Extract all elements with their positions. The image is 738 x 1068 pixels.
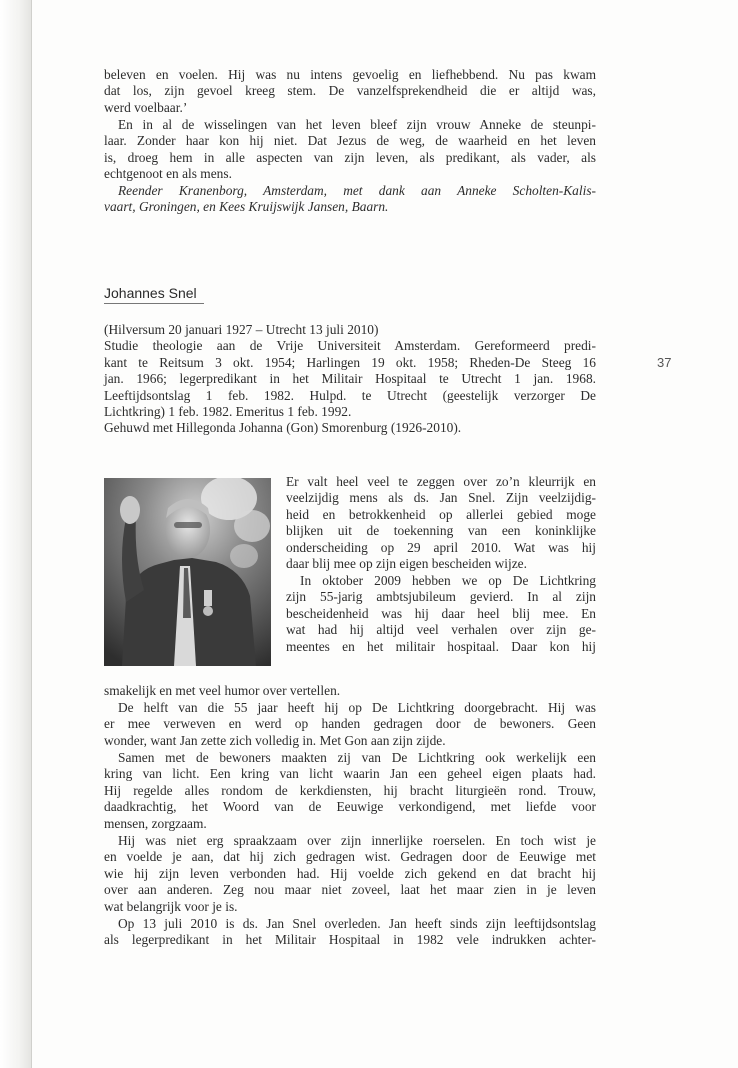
page-binding-edge (0, 0, 32, 1068)
text-line: Samen met de bewoners maakten zij van De Lichtkring ook werkelijk een (118, 750, 596, 765)
text-line: wat had hij altijd veel verhalen over zijn ge- (286, 622, 596, 638)
text-line: Er valt heel veel te zeggen over zo’n kleurrijk en (286, 474, 596, 489)
text-line: meentes en het militair hospitaal. Daar kon hij (286, 638, 596, 654)
text-line: werd voelbaar.’ (104, 99, 188, 115)
text-line: Lichtkring) 1 feb. 1982. Emeritus 1 feb. 1992. (104, 404, 352, 420)
text-line: Reender Kranenborg, Amsterdam, met dank aan Anneke Scholten-Kalis- (118, 183, 596, 198)
text-line: echtgenoot en als mens. (104, 166, 232, 182)
text-line: onderscheiding op 29 april 2010. Wat was hij (286, 539, 596, 555)
text-line: mensen, zorgzaam. (104, 815, 207, 831)
paragraph-continuation (104, 683, 596, 699)
text-line: laar. Zonder haar kon hij niet. Dat Jezus de weg, de waarheid en het leven (104, 133, 596, 149)
text-line: vaart, Groningen, en Kees Kruijswijk Jansen, Baarn. (104, 199, 389, 215)
text-line: In oktober 2009 hebben we op De Lichtkring (300, 573, 596, 588)
section-title-underline (104, 303, 204, 304)
text-line: veelzijdig mens als ds. Jan Snel. Zijn veelzijdig- (286, 490, 596, 506)
text-line: en voelde je aan, dat hij zich gedragen wist. Gedragen door de Eeuwige met (104, 849, 596, 865)
text-line: Studie theologie aan de Vrije Universiteit Amsterdam. Gereformeerd predi- (104, 338, 596, 354)
credits (104, 183, 596, 216)
text-line: Op 13 juli 2010 is ds. Jan Snel overleden. Jan heeft sinds zijn leeftijdsontslag (118, 916, 596, 931)
text-line: (Hilversum 20 januari 1927 – Utrecht 13 juli 2010) (104, 322, 379, 337)
page-binding-line (31, 0, 32, 1068)
text-line: kant te Reitsum 3 okt. 1954; Harlingen 19 okt. 1958; Rheden-De Steeg 16 (104, 354, 596, 370)
paragraph-samen (104, 750, 596, 832)
text-line: daar blij mee op zijn eigen bescheiden wijze. (286, 556, 527, 572)
text-line: heid en betrokkenheid op allerlei gebied moge (286, 506, 596, 522)
text-line: En in al de wisselingen van het leven bleef zijn vrouw Anneke de steunpi- (118, 117, 596, 132)
text-line: Hij was niet erg spraakzaam over zijn innerlijke roerselen. En toch wist je (118, 833, 596, 848)
paragraph-steunpilaar (104, 117, 596, 183)
section-title: Johannes Snel (104, 285, 197, 301)
intro-paragraph (104, 67, 596, 116)
text-line: kring van licht. Een kring van licht waarin Jan een geheel eigen plaats had. (104, 766, 596, 782)
text-line: De helft van die 55 jaar heeft hij op De Lichtkring doorgebracht. Hij was (118, 700, 596, 715)
text-line: bescheidenheid was hij daar heel blij mee. En (286, 605, 596, 621)
text-line: Hij regelde alles rondom de kerkdiensten, hij bracht liturgieën rond. Trouw, (104, 782, 596, 798)
paragraph-helft (104, 700, 596, 749)
text-line: is, droeg hem in alle aspecten van zijn leven, als predikant, als vader, als (104, 149, 596, 165)
paragraph-overleden (104, 916, 596, 949)
text-line: blijken uit de toekenning van een koninklijke (286, 523, 596, 539)
text-line: daadkrachtig, het Woord van de Eeuwige verkondigend, met liefde voor (104, 799, 596, 815)
text-beside-photo-1 (286, 474, 596, 572)
text-line: beleven en voelen. Hij was nu intens gevoelig en liefhebbend. Nu pas kwam (104, 67, 596, 82)
paragraph-spraakzaam (104, 833, 596, 915)
biography-block (104, 322, 596, 437)
text-line: dat los, zijn gevoel kreeg stem. De vanzelfsprekendheid die er altijd was, (104, 83, 596, 99)
text-line: Gehuwd met Hillegonda Johanna (Gon) Smorenburg (1926-2010). (104, 420, 462, 436)
text-beside-photo-2 (286, 573, 596, 655)
text-line: als legerpredikant in het Militair Hospitaal in 1982 vele indrukken achter- (104, 932, 596, 948)
text-line: wat belangrijk voor je is. (104, 898, 238, 914)
text-line: jan. 1966; legerpredikant in het Militair Hospitaal te Utrecht 1 jan. 1968. (104, 371, 596, 387)
text-line: zijn 55-jarig ambtsjubileum gevierd. In al zijn (286, 589, 596, 605)
portrait-photo (104, 478, 271, 666)
text-line: smakelijk en met veel humor over vertellen. (104, 683, 341, 698)
page-number: 37 (657, 355, 672, 370)
text-line: wonder, want Jan zette zich volledig in. Met Gon aan zijn zijde. (104, 732, 446, 748)
text-line: over aan anderen. Zeg nou maar niet zoveel, laat het maar zien in je leven (104, 882, 596, 898)
text-line: wie hij zijn leven verbonden had. Hij voelde zich gekend en dat bracht hij (104, 865, 596, 881)
text-line: Leeftijdsontslag 1 feb. 1982. Hulpd. te Utrecht (geestelijk verzorger De (104, 387, 596, 403)
text-line: er mee verweven en werd op handen gedragen door de bewoners. Geen (104, 716, 596, 732)
